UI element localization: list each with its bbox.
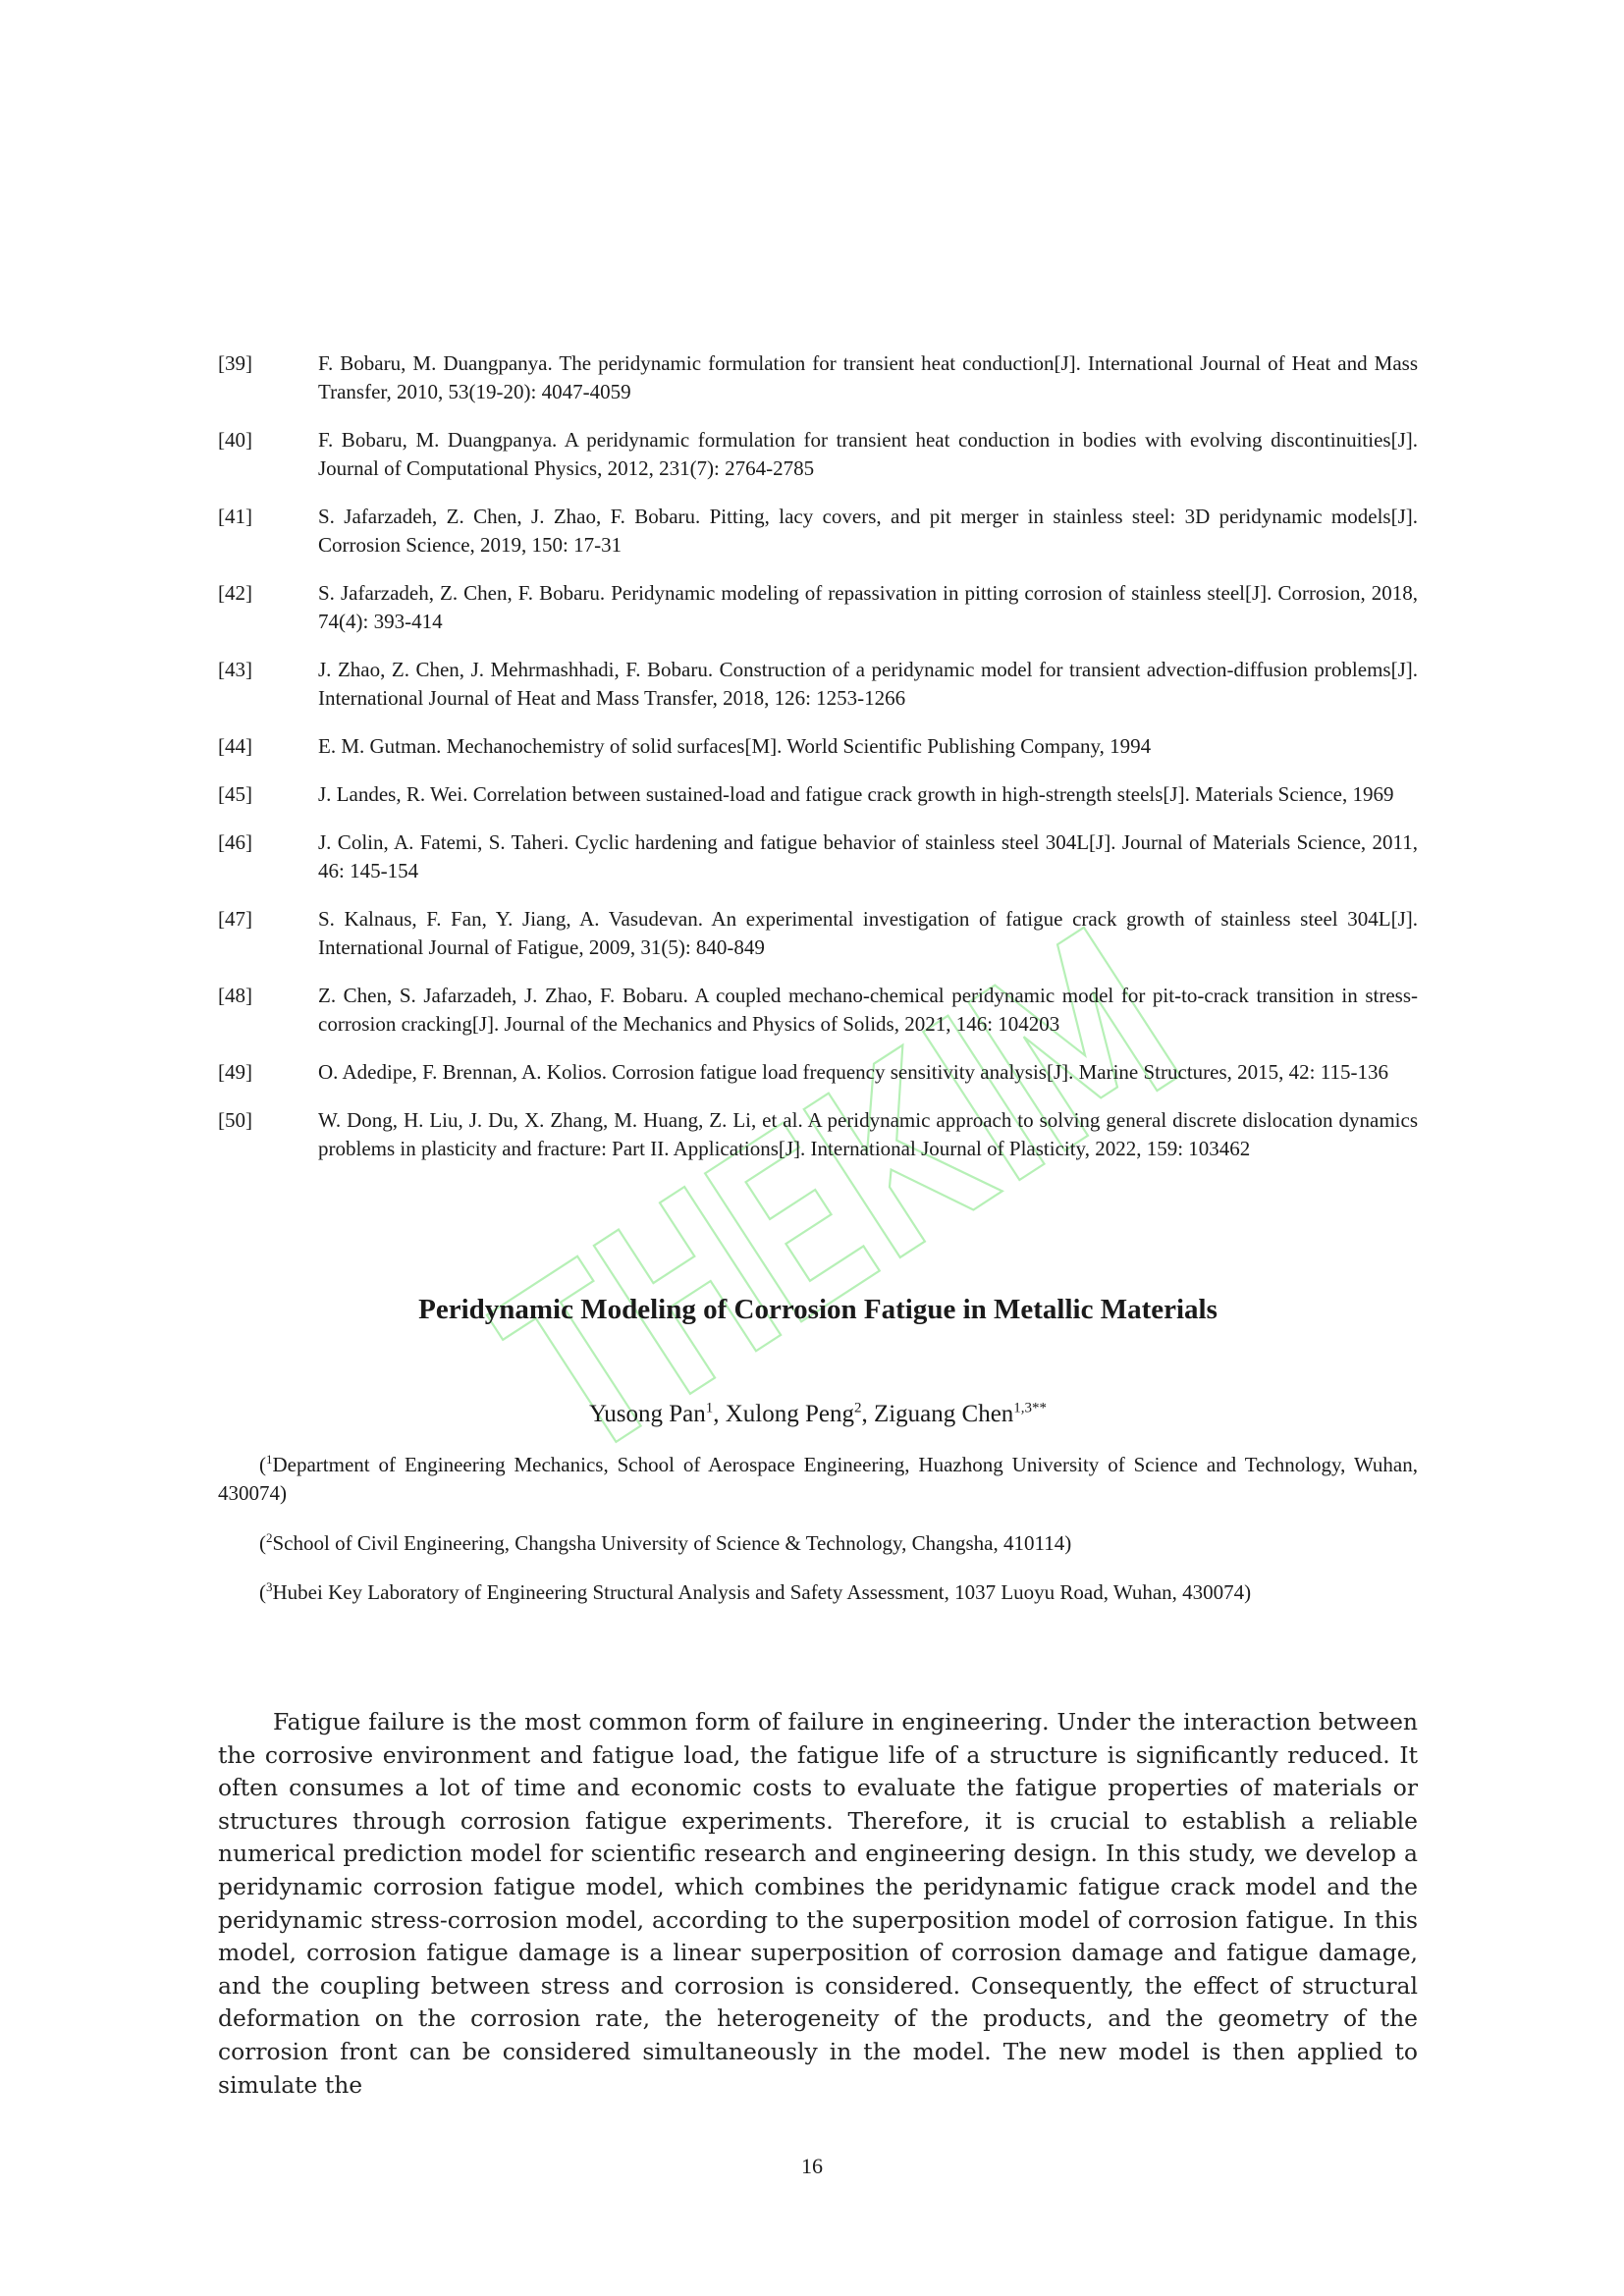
- reference-text: J. Landes, R. Wei. Correlation between sustained-load and fatigue crack growth in high-strength steels[J]. Materials Science, 1969: [318, 782, 1394, 806]
- reference-item: [218, 828, 1418, 885]
- reference-number: [41]: [218, 505, 252, 528]
- reference-item: [218, 503, 1418, 560]
- abstract-paragraph: Fatigue failure is the most common form of failure in engineering. Under the interaction between the corrosive environment and fatigue load, the fatigue life of a structure is significantly reduced. It often consumes a lot of time and economic costs to evaluate the fatigue properties of materials or structures through corrosion fatigue experiments. Therefore, it is crucial to establish a reliable numerical prediction model for scientific research and engineering design. In this study, we develop a peridynamic corrosion fatigue model, which combines the peridynamic fatigue crack model and the peridynamic stress-corrosion model, according to the superposition model of corrosion fatigue. In this model, corrosion fatigue damage is a linear superposition of corrosion damage and fatigue damage, and the coupling between stress and corrosion is considered. Consequently, the effect of structural deformation on the corrosion rate, the heterogeneity of the products, and the geometry of the corrosion front can be considered simultaneously in the model. The new model is then applied to simulate the: [218, 1708, 1418, 2099]
- author-affiliation-mark: 1,3**: [1013, 1400, 1048, 1416]
- affiliation-open-paren: (: [259, 1580, 266, 1604]
- reference-text: J. Zhao, Z. Chen, J. Mehrmashhadi, F. Bobaru. Construction of a peridynamic model for transient advection-diffusion problems[J]. International Journal of Heat and Mass Transfer, 2018, 126: 1253-1266: [318, 658, 1418, 710]
- reference-number: [39]: [218, 351, 252, 375]
- reference-text: W. Dong, H. Liu, J. Du, X. Zhang, M. Huang, Z. Li, et al. A peridynamic approach to solving general discrete dislocation dynamics problems in plasticity and fracture: Part II. Applications[J]. International Journal of Plasticity, 2022, 159: 103462: [318, 1108, 1418, 1160]
- author-name: Xulong Peng: [725, 1401, 854, 1427]
- reference-text: S. Jafarzadeh, Z. Chen, F. Bobaru. Peridynamic modeling of repassivation in pitting corrosion of stainless steel[J]. Corrosion, 2018, 74(4): 393-414: [318, 581, 1418, 633]
- page-number: 16: [801, 2154, 823, 2178]
- affiliation: [218, 1578, 1418, 1607]
- reference-number: [42]: [218, 581, 252, 605]
- affiliation-open-paren: (: [259, 1453, 266, 1476]
- affiliation-mark: 2: [266, 1530, 273, 1545]
- affiliation-text: School of Civil Engineering, Changsha University of Science & Technology, Changsha, 410114): [272, 1531, 1072, 1555]
- reference-text: E. M. Gutman. Mechanochemistry of solid surfaces[M]. World Scientific Publishing Company, 1994: [318, 734, 1152, 758]
- reference-item: [218, 732, 1418, 761]
- affiliation: [218, 1451, 1418, 1508]
- affiliation: [218, 1529, 1418, 1558]
- author-affiliation-mark: 1: [705, 1400, 714, 1416]
- affiliation-text: Hubei Key Laboratory of Engineering Structural Analysis and Safety Assessment, 1037 Luoyu Road, Wuhan, 430074): [272, 1580, 1252, 1604]
- author-name: Yusong Pan: [588, 1401, 706, 1427]
- reference-text: S. Kalnaus, F. Fan, Y. Jiang, A. Vasudevan. An experimental investigation of fatigue crack growth of stainless steel 304L[J]. International Journal of Fatigue, 2009, 31(5): 840-849: [318, 907, 1418, 959]
- reference-number: [43]: [218, 658, 252, 681]
- reference-list: [218, 349, 1418, 1183]
- reference-number: [47]: [218, 907, 252, 931]
- reference-number: [50]: [218, 1108, 252, 1132]
- author-name: Ziguang Chen: [873, 1401, 1014, 1427]
- reference-text: J. Colin, A. Fatemi, S. Taheri. Cyclic hardening and fatigue behavior of stainless steel 304L[J]. Journal of Materials Science, 2011, 46: 145-154: [318, 830, 1418, 882]
- reference-number: [46]: [218, 830, 252, 854]
- reference-text: F. Bobaru, M. Duangpanya. The peridynamic formulation for transient heat conduction[J]. International Journal of Heat and Mass Transfer, 2010, 53(19-20): 4047-4059: [318, 351, 1418, 403]
- author-separator: ,: [713, 1401, 726, 1427]
- reference-number: [48]: [218, 984, 252, 1007]
- author-line: [218, 1398, 1418, 1431]
- reference-item: [218, 780, 1418, 809]
- reference-item: [218, 982, 1418, 1039]
- reference-text: S. Jafarzadeh, Z. Chen, J. Zhao, F. Bobaru. Pitting, lacy covers, and pit merger in stainless steel: 3D peridynamic models[J]. Corrosion Science, 2019, 150: 17-31: [318, 505, 1418, 557]
- reference-item: [218, 656, 1418, 713]
- affiliation-mark: 1: [266, 1452, 273, 1467]
- reference-item: [218, 426, 1418, 483]
- reference-number: [45]: [218, 782, 252, 806]
- reference-item: [218, 579, 1418, 636]
- author-affiliation-mark: 2: [853, 1400, 862, 1416]
- reference-item: [218, 1106, 1418, 1163]
- reference-number: [40]: [218, 428, 252, 452]
- affiliation-open-paren: (: [259, 1531, 266, 1555]
- reference-number: [44]: [218, 734, 252, 758]
- reference-item: [218, 1058, 1418, 1087]
- reference-item: [218, 349, 1418, 406]
- affiliation-text: Department of Engineering Mechanics, School of Aerospace Engineering, Huazhong University of Science and Technology, Wuhan, 430074): [218, 1453, 1418, 1505]
- reference-item: [218, 905, 1418, 962]
- reference-text: O. Adedipe, F. Brennan, A. Kolios. Corrosion fatigue load frequency sensitivity analysis[J]. Marine Structures, 2015, 42: 115-136: [318, 1060, 1388, 1084]
- affiliation-mark: 3: [266, 1579, 273, 1594]
- reference-number: [49]: [218, 1060, 252, 1084]
- reference-text: F. Bobaru, M. Duangpanya. A peridynamic formulation for transient heat conduction in bodies with evolving discontinuities[J]. Journal of Computational Physics, 2012, 231(7): 2764-2785: [318, 428, 1418, 480]
- author-separator: ,: [861, 1401, 874, 1427]
- paper-title: Peridynamic Modeling of Corrosion Fatigue in Metallic Materials: [418, 1294, 1218, 1325]
- reference-text: Z. Chen, S. Jafarzadeh, J. Zhao, F. Bobaru. A coupled mechano-chemical peridynamic model for pit-to-crack transition in stress-corrosion cracking[J]. Journal of the Mechanics and Physics of Solids, 2021, 146: 104203: [318, 984, 1418, 1036]
